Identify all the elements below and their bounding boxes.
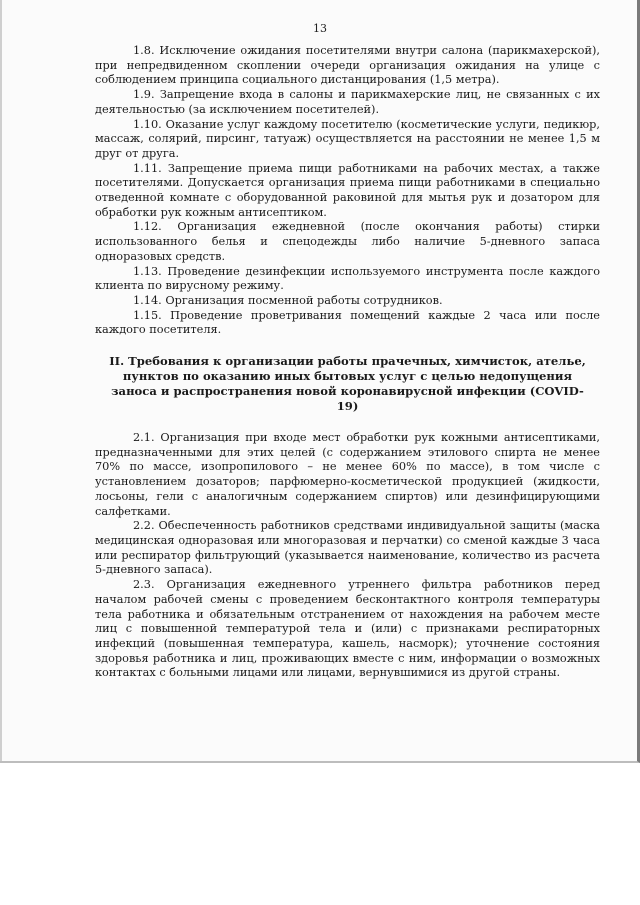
blank-margin (0, 763, 640, 905)
paragraph-1-13: 1.13. Проведение дезинфекции используемого инструмента после каждого клиента по вирусному режиму. (95, 264, 600, 293)
paragraph-2-2: 2.2. Обеспеченность работников средствами индивидуальной защиты (маска медицинская одноразовая или многоразовая и перчатки) со сменой каждые 3 часа или респиратор фильтрующий (указывается наименование, количество из расчета 5-дневного запаса). (95, 519, 600, 577)
paragraph-1-11: 1.11. Запрещение приема пищи работниками на рабочих местах, а также посетителями. Допускается организация приема пищи работниками в специально отведенной комнате с оборудованной раковиной для мытья рук и дозатором для обработки рук кожным антисептиком. (95, 161, 600, 219)
paragraph-1-8: 1.8. Исключение ожидания посетителями внутри салона (парикмахерской), при непредвиденном скоплении очереди организация ожидания на улице с соблюдением принципа социального дистанцирования (1,5 метра). (95, 44, 600, 87)
paragraph-1-10: 1.10. Оказание услуг каждому посетителю (косметические услуги, педикюр, массаж, солярий, пирсинг, татуаж) осуществляется на расстоянии не менее 1,5 м друг от друга. (95, 117, 600, 160)
paragraph-1-12: 1.12. Организация ежедневной (после окончания работы) стирки использованного белья и спецодежды либо наличие 5-дневного запаса одноразовых средств. (95, 220, 600, 263)
document-body (95, 44, 600, 681)
paragraph-1-15: 1.15. Проведение проветривания помещений каждые 2 часа или после каждого посетителя. (95, 308, 600, 337)
page-number: 13 (313, 22, 327, 35)
paragraph-1-14: 1.14. Организация посменной работы сотрудников. (133, 293, 443, 307)
paragraph-2-3: 2.3. Организация ежедневного утреннего фильтра работников перед началом рабочей смены с проведением бесконтактного контроля температуры тела работника и обязательным отстранением от нахождения на рабочем месте лиц с повышенной температурой тела и (или) с признаками респираторных инфекций (повышенная температура, кашель, насморк); уточнение состояния здоровья работника и лиц, проживающих вместе с ним, информации о возможных контактах с больными лицами или лицами, вернувшимися из другой страны. (95, 578, 600, 680)
paragraph-2-1: 2.1. Организация при входе мест обработки рук кожными антисептиками, предназначенными для этих целей (с содержанием этилового спирта не менее 70% по массе, изопропилового – не менее 60% по массе), в том числе с установлением дозаторов; парфюмерно-косметической продукцией (жидкости, лосьоны, гели с аналогичным содержанием спиртов) или дезинфицирующими салфетками. (95, 431, 600, 518)
section-heading: II. Требования к организации работы прачечных, химчисток, ателье, пунктов по оказанию иных бытовых услуг с целью недопущения заноса и распространения новой коронавирусной инфекции (COVID-19) (109, 354, 586, 414)
paragraph-1-9: 1.9. Запрещение входа в салоны и парикмахерские лиц, не связанных с их деятельностью (за исключением посетителей). (95, 88, 600, 116)
